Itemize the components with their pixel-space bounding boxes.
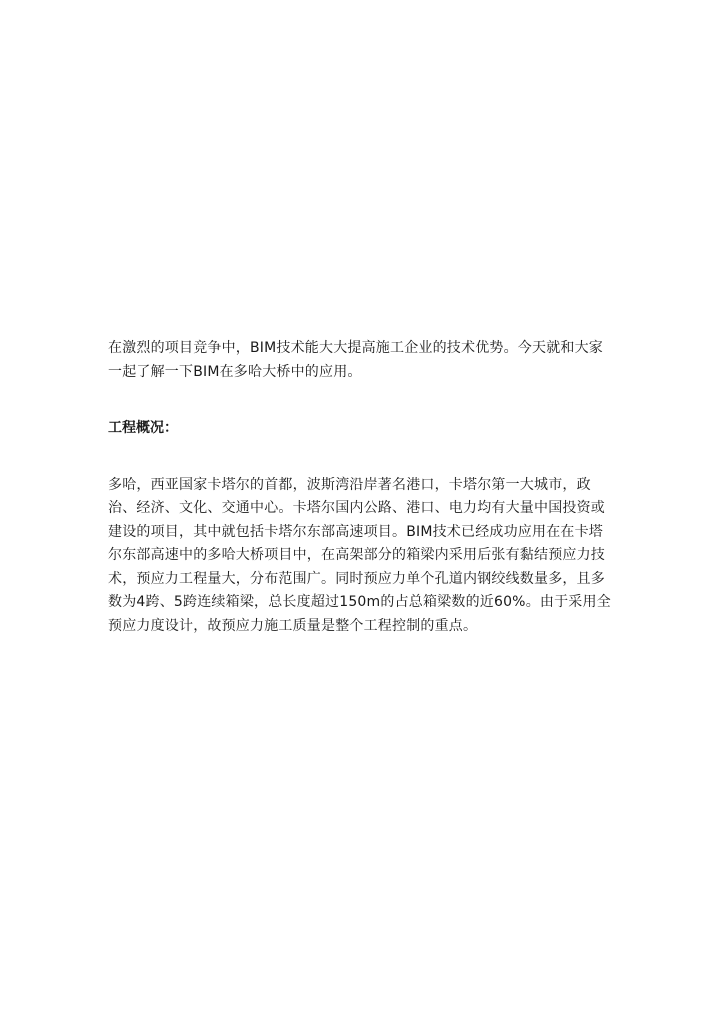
body-line: 术，预应力工程量大，分布范围广。同时预应力单个孔道内钢绞线数量多，且多	[108, 570, 605, 587]
intro-paragraph	[108, 337, 620, 384]
body-line: 尔东部高速中的多哈大桥项目中，在高架部分的箱梁内采用后张有黏结预应力技	[108, 547, 605, 563]
intro-line: 在激烈的项目竞争中，BIM技术能大大提高施工企业的技术优势。今天就和大家	[108, 340, 604, 356]
section-heading: 工程概况：	[108, 420, 178, 436]
body-line: 建设的项目，其中就包括卡塔尔东部高速项目。BIM技术已经成功应用在在卡塔	[108, 523, 604, 540]
body-line: 治、经济、文化、交通中心。卡塔尔国内公路、港口、电力均有大量中国投资或	[108, 500, 605, 516]
document-body	[108, 337, 620, 638]
overview-paragraph	[108, 474, 620, 639]
body-line: 数为4跨、5跨连续箱梁，总长度超过150m的占总箱梁数的近60%。由于采用全	[108, 594, 611, 610]
paragraph-spacer	[108, 441, 620, 474]
body-line: 预应力度设计，故预应力施工质量是整个工程控制的重点。	[108, 617, 478, 634]
intro-line: 一起了解一下BIM在多哈大桥中的应用。	[108, 363, 362, 380]
body-line: 多哈，西亚国家卡塔尔的首都，波斯湾沿岸著名港口，卡塔尔第一大城市，政	[108, 476, 591, 493]
paragraph-spacer	[108, 384, 620, 417]
